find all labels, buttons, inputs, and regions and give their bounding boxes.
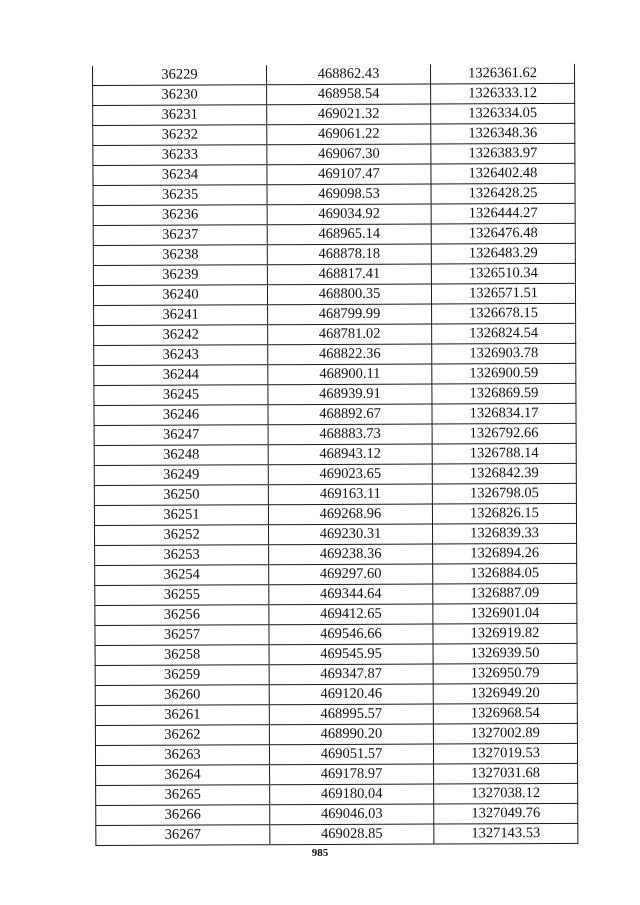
table-row — [94, 323, 576, 345]
table-row — [93, 243, 575, 265]
x-coordinate-cell: 468800.35 — [267, 284, 431, 305]
y-coordinate-cell: 1326792.66 — [432, 423, 576, 444]
y-coordinate-cell: 1326826.15 — [432, 503, 576, 524]
x-coordinate-cell: 469067.30 — [267, 144, 431, 165]
point-id-cell: 36262 — [95, 725, 269, 746]
y-coordinate-cell: 1326950.79 — [433, 663, 577, 684]
point-id-cell: 36253 — [95, 545, 269, 566]
table-row — [95, 723, 577, 745]
y-coordinate-cell: 1326444.27 — [431, 203, 575, 224]
y-coordinate-cell: 1327002.89 — [433, 723, 577, 744]
y-coordinate-cell: 1326949.20 — [433, 683, 577, 704]
point-id-cell: 36254 — [95, 565, 269, 586]
y-coordinate-cell: 1326333.12 — [431, 83, 575, 104]
x-coordinate-cell: 469061.22 — [267, 124, 431, 145]
coordinate-table — [92, 64, 578, 846]
y-coordinate-cell: 1326834.17 — [432, 403, 576, 424]
point-id-cell: 36265 — [96, 785, 270, 806]
x-coordinate-cell: 468822.36 — [268, 344, 432, 365]
y-coordinate-cell: 1326903.78 — [432, 343, 576, 364]
x-coordinate-cell: 469098.53 — [267, 184, 431, 205]
x-coordinate-cell: 469412.65 — [269, 604, 433, 625]
point-id-cell: 36248 — [94, 445, 268, 466]
x-coordinate-cell: 468943.12 — [268, 444, 432, 465]
table-row — [93, 143, 575, 165]
table-row — [93, 283, 575, 305]
point-id-cell: 36239 — [93, 265, 267, 286]
point-id-cell: 36256 — [95, 605, 269, 626]
table-row — [93, 83, 575, 105]
table-row — [94, 503, 576, 525]
y-coordinate-cell: 1326402.48 — [431, 163, 575, 184]
x-coordinate-cell: 469120.46 — [269, 684, 433, 705]
table-row — [93, 263, 575, 285]
x-coordinate-cell: 468892.67 — [268, 404, 432, 425]
y-coordinate-cell: 1326348.36 — [431, 123, 575, 144]
y-coordinate-cell: 1326483.29 — [431, 243, 575, 264]
point-id-cell: 36240 — [93, 285, 267, 306]
y-coordinate-cell: 1326901.04 — [433, 603, 577, 624]
point-id-cell: 36263 — [95, 745, 269, 766]
table-row — [96, 763, 578, 785]
point-id-cell: 36255 — [95, 585, 269, 606]
x-coordinate-cell: 469051.57 — [269, 744, 433, 765]
y-coordinate-cell: 1326900.59 — [432, 363, 576, 384]
point-id-cell: 36243 — [94, 345, 268, 366]
x-coordinate-cell: 468900.11 — [268, 364, 432, 385]
x-coordinate-cell: 468883.73 — [268, 424, 432, 445]
table-row — [93, 123, 575, 145]
y-coordinate-cell: 1326842.39 — [432, 463, 576, 484]
point-id-cell: 36249 — [94, 465, 268, 486]
y-coordinate-cell: 1326476.48 — [431, 223, 575, 244]
table-row — [93, 103, 575, 125]
table-row — [93, 163, 575, 185]
y-coordinate-cell: 1326788.14 — [432, 443, 576, 464]
x-coordinate-cell: 469546.66 — [269, 624, 433, 645]
x-coordinate-cell: 469028.85 — [270, 824, 434, 845]
table-row — [92, 64, 574, 86]
table-row — [96, 783, 578, 805]
table-row — [95, 703, 577, 725]
table-row — [95, 523, 577, 545]
point-id-cell: 36247 — [94, 425, 268, 446]
y-coordinate-cell: 1326887.09 — [433, 583, 577, 604]
table-row — [94, 383, 576, 405]
y-coordinate-cell: 1326869.59 — [432, 383, 576, 404]
table-row — [94, 443, 576, 465]
x-coordinate-cell: 469545.95 — [269, 644, 433, 665]
y-coordinate-cell: 1326510.34 — [431, 263, 575, 284]
y-coordinate-cell: 1326839.33 — [433, 523, 577, 544]
table-row — [96, 803, 578, 825]
y-coordinate-cell: 1326678.15 — [432, 303, 576, 324]
coordinate-table-body — [92, 64, 577, 846]
y-coordinate-cell: 1326968.54 — [433, 703, 577, 724]
table-row — [95, 643, 577, 665]
point-id-cell: 36229 — [92, 65, 266, 85]
x-coordinate-cell: 469297.60 — [269, 564, 433, 585]
table-row — [95, 623, 577, 645]
y-coordinate-cell: 1326894.26 — [433, 543, 577, 564]
table-row — [95, 683, 577, 705]
x-coordinate-cell: 469344.64 — [269, 584, 433, 605]
point-id-cell: 36238 — [93, 245, 267, 266]
y-coordinate-cell: 1326428.25 — [431, 183, 575, 204]
x-coordinate-cell: 468817.41 — [267, 264, 431, 285]
point-id-cell: 36264 — [96, 765, 270, 786]
y-coordinate-cell: 1326824.54 — [432, 323, 576, 344]
point-id-cell: 36245 — [94, 385, 268, 406]
point-id-cell: 36244 — [94, 365, 268, 386]
y-coordinate-cell: 1327031.68 — [434, 763, 578, 784]
point-id-cell: 36237 — [93, 225, 267, 246]
table-row — [93, 203, 575, 225]
point-id-cell: 36261 — [95, 705, 269, 726]
x-coordinate-cell: 468965.14 — [267, 224, 431, 245]
point-id-cell: 36252 — [95, 525, 269, 546]
table-row — [94, 363, 576, 385]
table-row — [95, 583, 577, 605]
table-row — [94, 403, 576, 425]
table-row — [93, 183, 575, 205]
table-row — [93, 223, 575, 245]
table-row — [95, 603, 577, 625]
x-coordinate-cell: 468939.91 — [268, 384, 432, 405]
x-coordinate-cell: 469021.32 — [267, 104, 431, 125]
table-row — [96, 823, 578, 845]
y-coordinate-cell: 1326884.05 — [433, 563, 577, 584]
x-coordinate-cell: 469034.92 — [267, 204, 431, 225]
y-coordinate-cell: 1326571.51 — [431, 283, 575, 304]
x-coordinate-cell: 469046.03 — [270, 804, 434, 825]
table-row — [95, 563, 577, 585]
table-row — [94, 303, 576, 325]
y-coordinate-cell: 1326798.05 — [432, 483, 576, 504]
point-id-cell: 36241 — [94, 305, 268, 326]
point-id-cell: 36236 — [93, 205, 267, 226]
x-coordinate-cell: 468862.43 — [266, 65, 430, 85]
x-coordinate-cell: 469180.04 — [270, 784, 434, 805]
x-coordinate-cell: 468799.99 — [268, 304, 432, 325]
point-id-cell: 36266 — [96, 805, 270, 826]
point-id-cell: 36258 — [95, 645, 269, 666]
y-coordinate-cell: 1326383.97 — [431, 143, 575, 164]
table-row — [94, 343, 576, 365]
y-coordinate-cell: 1326939.50 — [433, 643, 577, 664]
table-row — [94, 463, 576, 485]
point-id-cell: 36235 — [93, 185, 267, 206]
y-coordinate-cell: 1326919.82 — [433, 623, 577, 644]
y-coordinate-cell: 1326361.62 — [430, 64, 574, 84]
y-coordinate-cell: 1326334.05 — [431, 103, 575, 124]
point-id-cell: 36234 — [93, 165, 267, 186]
x-coordinate-cell: 469238.36 — [269, 544, 433, 565]
point-id-cell: 36260 — [95, 685, 269, 706]
x-coordinate-cell: 468878.18 — [267, 244, 431, 265]
y-coordinate-cell: 1327038.12 — [434, 783, 578, 804]
point-id-cell: 36231 — [93, 105, 267, 126]
table-row — [94, 483, 576, 505]
x-coordinate-cell: 468781.02 — [268, 324, 432, 345]
x-coordinate-cell: 469268.96 — [268, 504, 432, 525]
point-id-cell: 36257 — [95, 625, 269, 646]
point-id-cell: 36267 — [96, 825, 270, 846]
table-row — [94, 423, 576, 445]
point-id-cell: 36230 — [93, 85, 267, 106]
point-id-cell: 36251 — [94, 505, 268, 526]
point-id-cell: 36246 — [94, 405, 268, 426]
point-id-cell: 36242 — [94, 325, 268, 346]
point-id-cell: 36250 — [94, 485, 268, 506]
table-row — [95, 663, 577, 685]
x-coordinate-cell: 469230.31 — [269, 524, 433, 545]
y-coordinate-cell: 1327049.76 — [434, 803, 578, 824]
x-coordinate-cell: 469178.97 — [270, 764, 434, 785]
x-coordinate-cell: 469163.11 — [268, 484, 432, 505]
point-id-cell: 36259 — [95, 665, 269, 686]
table-row — [95, 543, 577, 565]
x-coordinate-cell: 468990.20 — [269, 724, 433, 745]
x-coordinate-cell: 469347.87 — [269, 664, 433, 685]
page-number: 985 — [311, 847, 329, 859]
x-coordinate-cell: 468995.57 — [269, 704, 433, 725]
x-coordinate-cell: 469023.65 — [268, 464, 432, 485]
point-id-cell: 36233 — [93, 145, 267, 166]
table-row — [95, 743, 577, 765]
y-coordinate-cell: 1327143.53 — [434, 823, 578, 844]
x-coordinate-cell: 469107.47 — [267, 164, 431, 185]
point-id-cell: 36232 — [93, 125, 267, 146]
y-coordinate-cell: 1327019.53 — [433, 743, 577, 764]
x-coordinate-cell: 468958.54 — [267, 84, 431, 105]
